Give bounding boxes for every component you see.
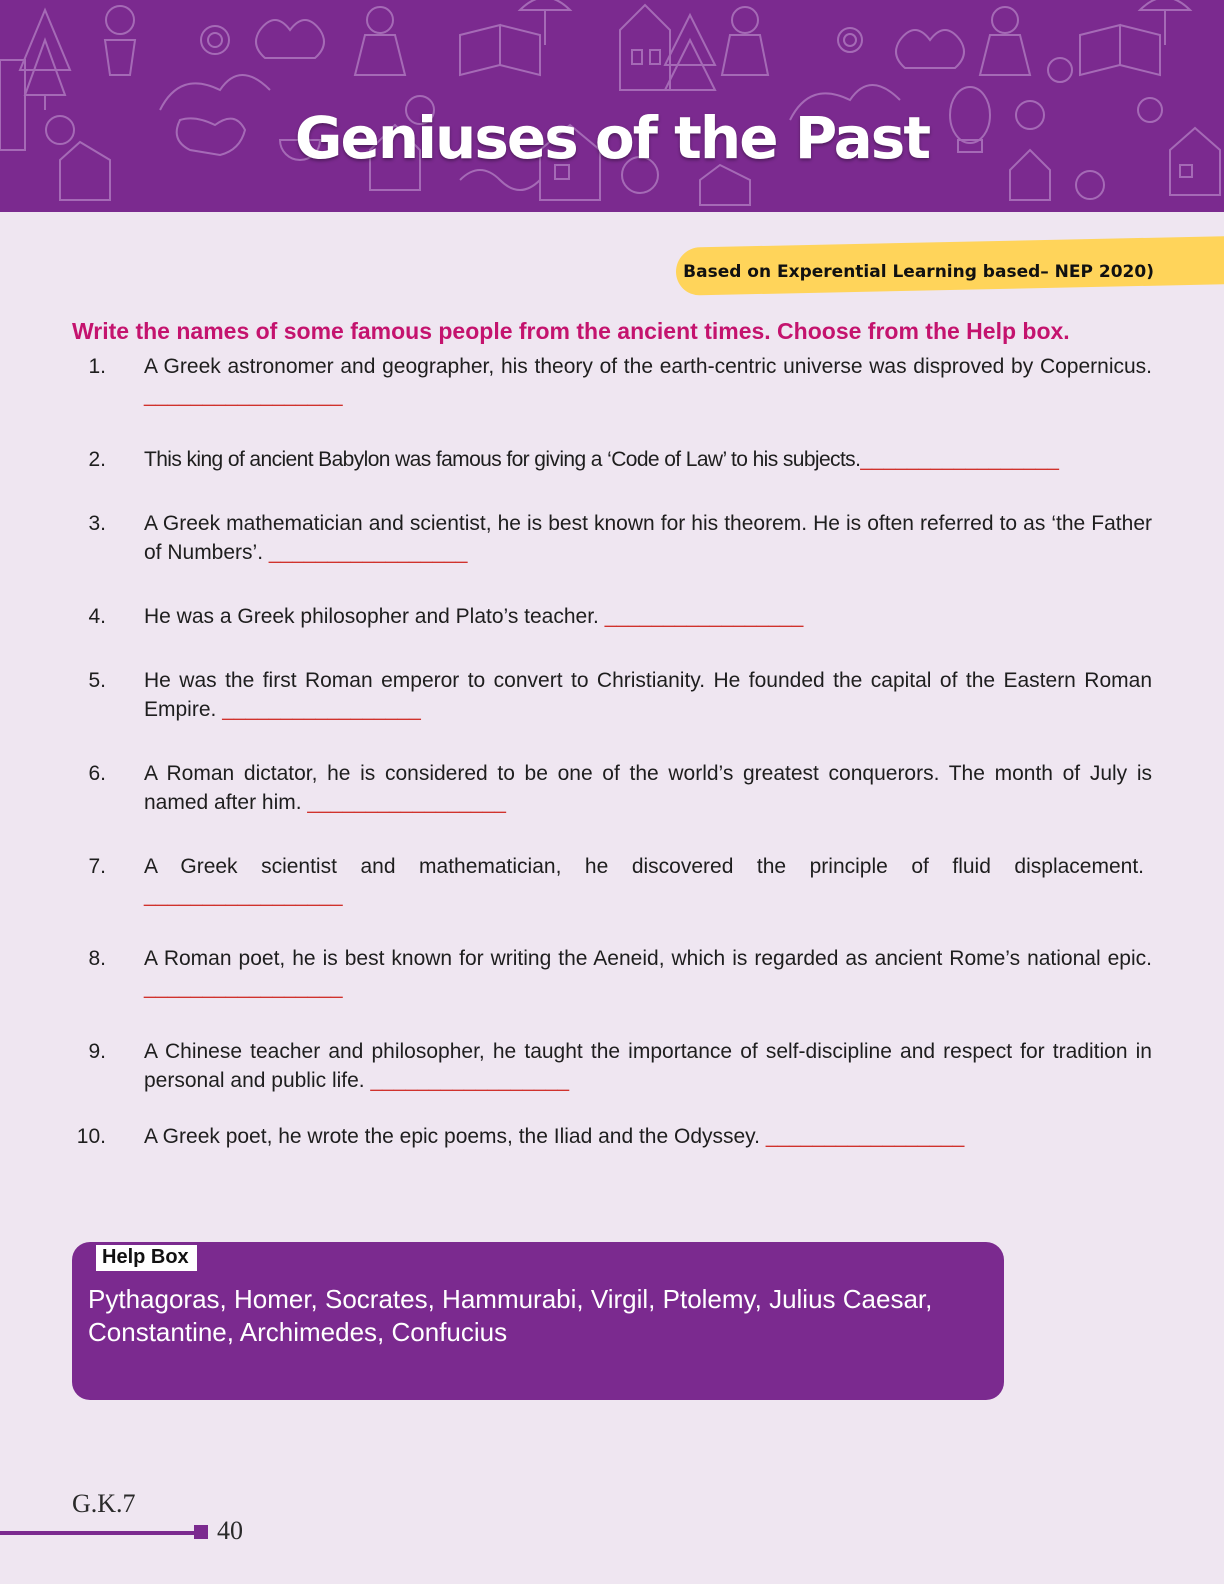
answer-blank[interactable]: _________________ [268,541,468,564]
question-item [72,852,1152,910]
question-number: 5. [88,669,106,692]
book-code: G.K.7 [72,1489,136,1518]
question-item [72,944,1152,1002]
instruction-text: Write the names of some famous people from the ancient times. Choose from the Help box. [72,318,1070,344]
question-number: 1. [88,355,106,378]
question-item [72,1037,1152,1095]
question-number: 9. [88,1040,106,1063]
question-number: 7. [88,855,106,878]
question-number: 3. [88,512,106,535]
page-number: 40 [217,1516,243,1545]
answer-blank[interactable]: _________________ [144,884,343,907]
question-item [72,602,1152,631]
question-item [72,509,1152,567]
question-item [72,445,1152,474]
question-text: He was the first Roman emperor to convert to Christianity. He founded the capital of the Eastern Roman Empire. _________________ [144,669,1152,721]
nep-tag-label: Based on Experential Learning based– NEP 2020) [683,262,1154,282]
answer-blank[interactable]: _________________ [765,1125,965,1148]
question-text: A Roman poet, he is best known for writing the Aeneid, which is regarded as ancient Rome’s national epic. _________________ [144,947,1152,999]
question-number: 4. [88,605,106,628]
question-number: 2. [88,448,106,471]
answer-blank[interactable]: _________________ [222,698,421,721]
question-text: A Chinese teacher and philosopher, he taught the importance of self-discipline and respect for tradition in personal and public life. _________________ [144,1040,1152,1092]
question-item [72,352,1152,410]
help-box-text: Pythagoras, Homer, Socrates, Hammurabi, Virgil, Ptolemy, Julius Caesar, Constantine, Archimedes, Confucius [88,1284,933,1347]
question-text: A Greek astronomer and geographer, his theory of the earth-centric universe was disproved by Copernicus. _________________ [144,355,1152,407]
question-text: A Roman dictator, he is considered to be one of the world’s greatest conquerors. The month of July is named after him. _________________ [144,762,1152,814]
answer-blank[interactable]: _________________ [144,384,343,407]
question-text: He was a Greek philosopher and Plato’s teacher. _________________ [144,605,804,628]
question-text: A Greek scientist and mathematician, he discovered the principle of fluid displacement. _________________ [144,855,1144,907]
question-text: A Greek poet, he wrote the epic poems, the Iliad and the Odyssey. _________________ [144,1125,965,1148]
header-banner [0,0,1224,212]
question-number: 6. [88,762,106,785]
answer-blank[interactable]: _________________ [144,976,343,999]
question-item [72,1122,1152,1151]
question-number: 8. [88,947,106,970]
answer-blank[interactable]: _________________ [604,605,804,628]
answer-blank[interactable]: _________________ [307,791,506,814]
question-item [72,666,1152,724]
question-number: 10. [76,1125,106,1148]
footer-rule [0,1531,194,1535]
question-text: A Greek mathematician and scientist, he is best known for his theorem. He is often referred to as ‘the Father of Numbers’. _________________ [144,512,1152,564]
page-title: Geniuses of the Past [294,104,930,172]
answer-blank[interactable]: _________________ [860,448,1059,471]
question-text: This king of ancient Babylon was famous for giving a ‘Code of Law’ to his subjects._________________ [144,448,1059,471]
question-item [72,759,1152,817]
answer-blank[interactable]: _________________ [370,1069,570,1092]
footer-square-icon [194,1525,208,1539]
help-box-label: Help Box [96,1245,197,1271]
